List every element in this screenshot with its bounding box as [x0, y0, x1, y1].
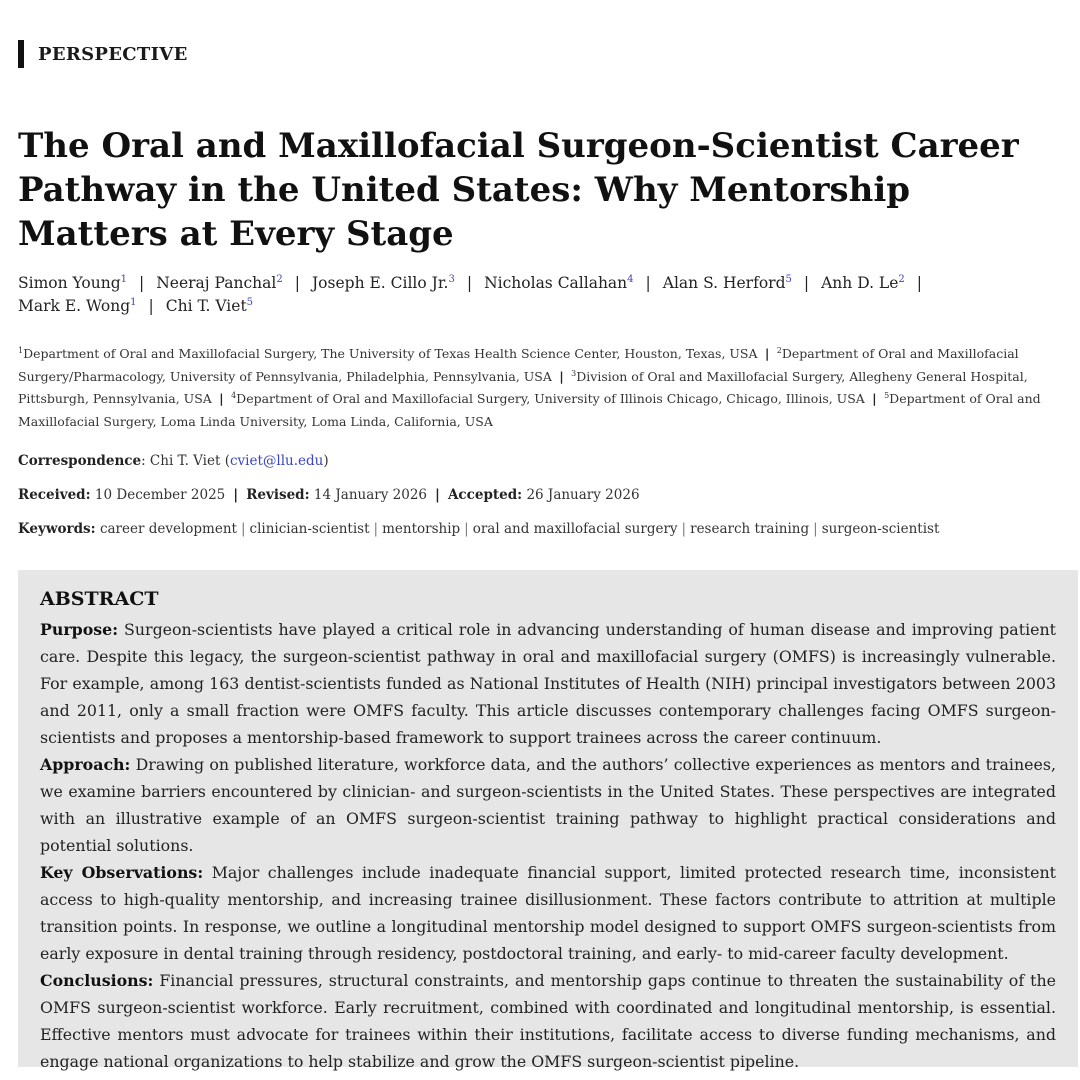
- section-marker-bar: [18, 40, 24, 68]
- affiliation: $^1$Department of Oral and Maxillofacial Surgery, The University of Texas Health Science Center, Houston, Texas, USA: [18, 346, 758, 361]
- correspondence-label: Correspondence: [18, 453, 142, 469]
- author-name[interactable]: Simon Young$^1$: [18, 274, 127, 292]
- abstract-section-label: Key Observations:: [40, 863, 204, 882]
- abstract-section-label: Purpose:: [40, 620, 119, 639]
- abstract-box: [18, 570, 1078, 1071]
- keyword[interactable]: mentorship: [382, 521, 461, 537]
- abstract-section-label: Conclusions:: [40, 971, 154, 990]
- keywords-label: Keywords:: [18, 521, 96, 537]
- author-name[interactable]: Neeraj Panchal$^2$: [156, 274, 283, 292]
- abstract-body: [40, 616, 1056, 1075]
- author-name[interactable]: Alan S. Herford$^5$: [662, 274, 792, 292]
- received-date: 10 December 2025: [94, 487, 226, 503]
- abstract-purpose: Purpose: Surgeon-scientists have played a critical role in advancing understanding of human disease and improving patient care. Despite this legacy, the surgeon-scientist pathway in oral and maxillofacial surgery (OMFS) is increasingly vulnerable. For example, among 163 dentist-scientists funded as National Institutes of Health (NIH) principal investigators between 2003 and 2011, only a small fraction were OMFS faculty. This article discusses contemporary challenges facing OMFS surgeon-scientists and proposes a mentorship-based framework to support trainees across the career continuum.: [40, 620, 1056, 747]
- correspondence-email-link[interactable]: cviet@llu.edu: [229, 453, 324, 469]
- section-label: [18, 40, 188, 68]
- author-name[interactable]: Chi T. Viet$^5$: [165, 297, 254, 315]
- received-label: Received:: [18, 487, 91, 503]
- article-dates: Received: 10 December 2025 | Revised: 14 January 2026 | Accepted: 26 January 2026: [18, 487, 640, 503]
- affiliation: $^4$Department of Oral and Maxillofacial Surgery, University of Illinois Chicago, Chicago, Illinois, USA: [231, 391, 865, 407]
- revised-date: 14 January 2026: [313, 487, 428, 503]
- keyword[interactable]: clinician-scientist: [249, 521, 370, 537]
- affiliation: $^5$Department of Oral and Maxillofacial Surgery, Loma Linda University, Loma Linda, California, USA: [18, 391, 1041, 429]
- keyword[interactable]: surgeon-scientist: [821, 521, 940, 537]
- affiliation: $^3$Division of Oral and Maxillofacial Surgery, Allegheny General Hospital, Pittsburgh, Pennsylvania, USA: [18, 368, 1028, 407]
- article-title: The Oral and Maxillofacial Surgeon-Scientist Career Pathway in the United States: Why Mentorship Matters at Every Stage: [18, 126, 1019, 254]
- affiliation: $^2$Department of Oral and Maxillofacial Surgery/Pharmacology, University of Pennsylvania, Philadelphia, Pennsylvania, USA: [18, 346, 1019, 384]
- correspondence-name: Chi T. Viet: [149, 453, 221, 469]
- author-name[interactable]: Mark E. Wong$^1$: [18, 297, 137, 315]
- author-name[interactable]: Joseph E. Cillo Jr.$^3$: [311, 274, 455, 292]
- keyword[interactable]: research training: [690, 521, 810, 537]
- abstract-section-label: Approach:: [40, 755, 131, 774]
- abstract-heading: ABSTRACT: [40, 588, 159, 610]
- author-name[interactable]: Nicholas Callahan$^4$: [484, 274, 634, 292]
- accepted-date: 26 January 2026: [526, 487, 640, 503]
- author-name[interactable]: Anh D. Le$^2$: [821, 274, 905, 292]
- affiliations: $^1$Department of Oral and Maxillofacial Surgery, The University of Texas Health Science Center, Houston, Texas, USA | $^2$Department of Oral and Maxillofacial Surgery/Pharmacology, University of Pennsylvania, Philadelphia, Pennsylvania, USA | $^3$Division of Oral and Maxillofacial Surgery, Allegheny General Hospital, Pittsburgh, Pennsylvania, USA | $^4$Department of Oral and Maxillofacial Surgery, University of Illinois Chicago, Chicago, Illinois, USA | $^5$Department of Oral and Maxillofacial Surgery, Loma Linda University, Loma Linda, California, USA: [18, 346, 1041, 429]
- keyword[interactable]: career development: [99, 521, 237, 537]
- accepted-label: Accepted:: [447, 487, 523, 503]
- keyword[interactable]: oral and maxillofacial surgery: [472, 521, 678, 537]
- abstract-conclusions: Conclusions: Financial pressures, structural constraints, and mentorship gaps continue to threaten the sustainability of the OMFS surgeon-scientist workforce. Early recruitment, combined with coordinated and longitudinal mentorship, is essential. Effective mentors must advocate for trainees within their institutions, facilitate access to diverse funding mechanisms, and engage national organizations to help stabilize and grow the OMFS surgeon-scientist pipeline.: [40, 971, 1056, 1071]
- author-list: Simon Young$^1$ | Neeraj Panchal$^2$ | Joseph E. Cillo Jr.$^3$ | Nicholas Callahan$^4$ | Alan S. Herford$^5$ | Anh D. Le$^2$ | Mark E. Wong$^1$ | Chi T. Viet$^5$: [18, 274, 922, 315]
- revised-label: Revised:: [246, 487, 310, 503]
- correspondence: Correspondence: Chi T. Viet (cviet@llu.edu): [18, 453, 329, 469]
- abstract-key-observations: Key Observations: Major challenges include inadequate financial support, limited protected research time, inconsistent access to high-quality mentorship, and increasing trainee disillusionment. These factors contribute to attrition at multiple transition points. In response, we outline a longitudinal mentorship model designed to support OMFS surgeon-scientists from early exposure in dental training through residency, postdoctoral training, and early- to mid-career faculty development.: [40, 863, 1056, 963]
- section-label-text: PERSPECTIVE: [38, 43, 188, 65]
- keywords: Keywords: career development | clinician-scientist | mentorship | oral and maxillofacial surgery | research training | surgeon-scientist: [18, 521, 940, 537]
- abstract-approach: Approach: Drawing on published literature, workforce data, and the authors’ collective experiences as mentors and trainees, we examine barriers encountered by clinician- and surgeon-scientists in the United States. These perspectives are integrated with an illustrative example of an OMFS surgeon-scientist training pathway to highlight practical considerations and potential solutions.: [40, 755, 1056, 855]
